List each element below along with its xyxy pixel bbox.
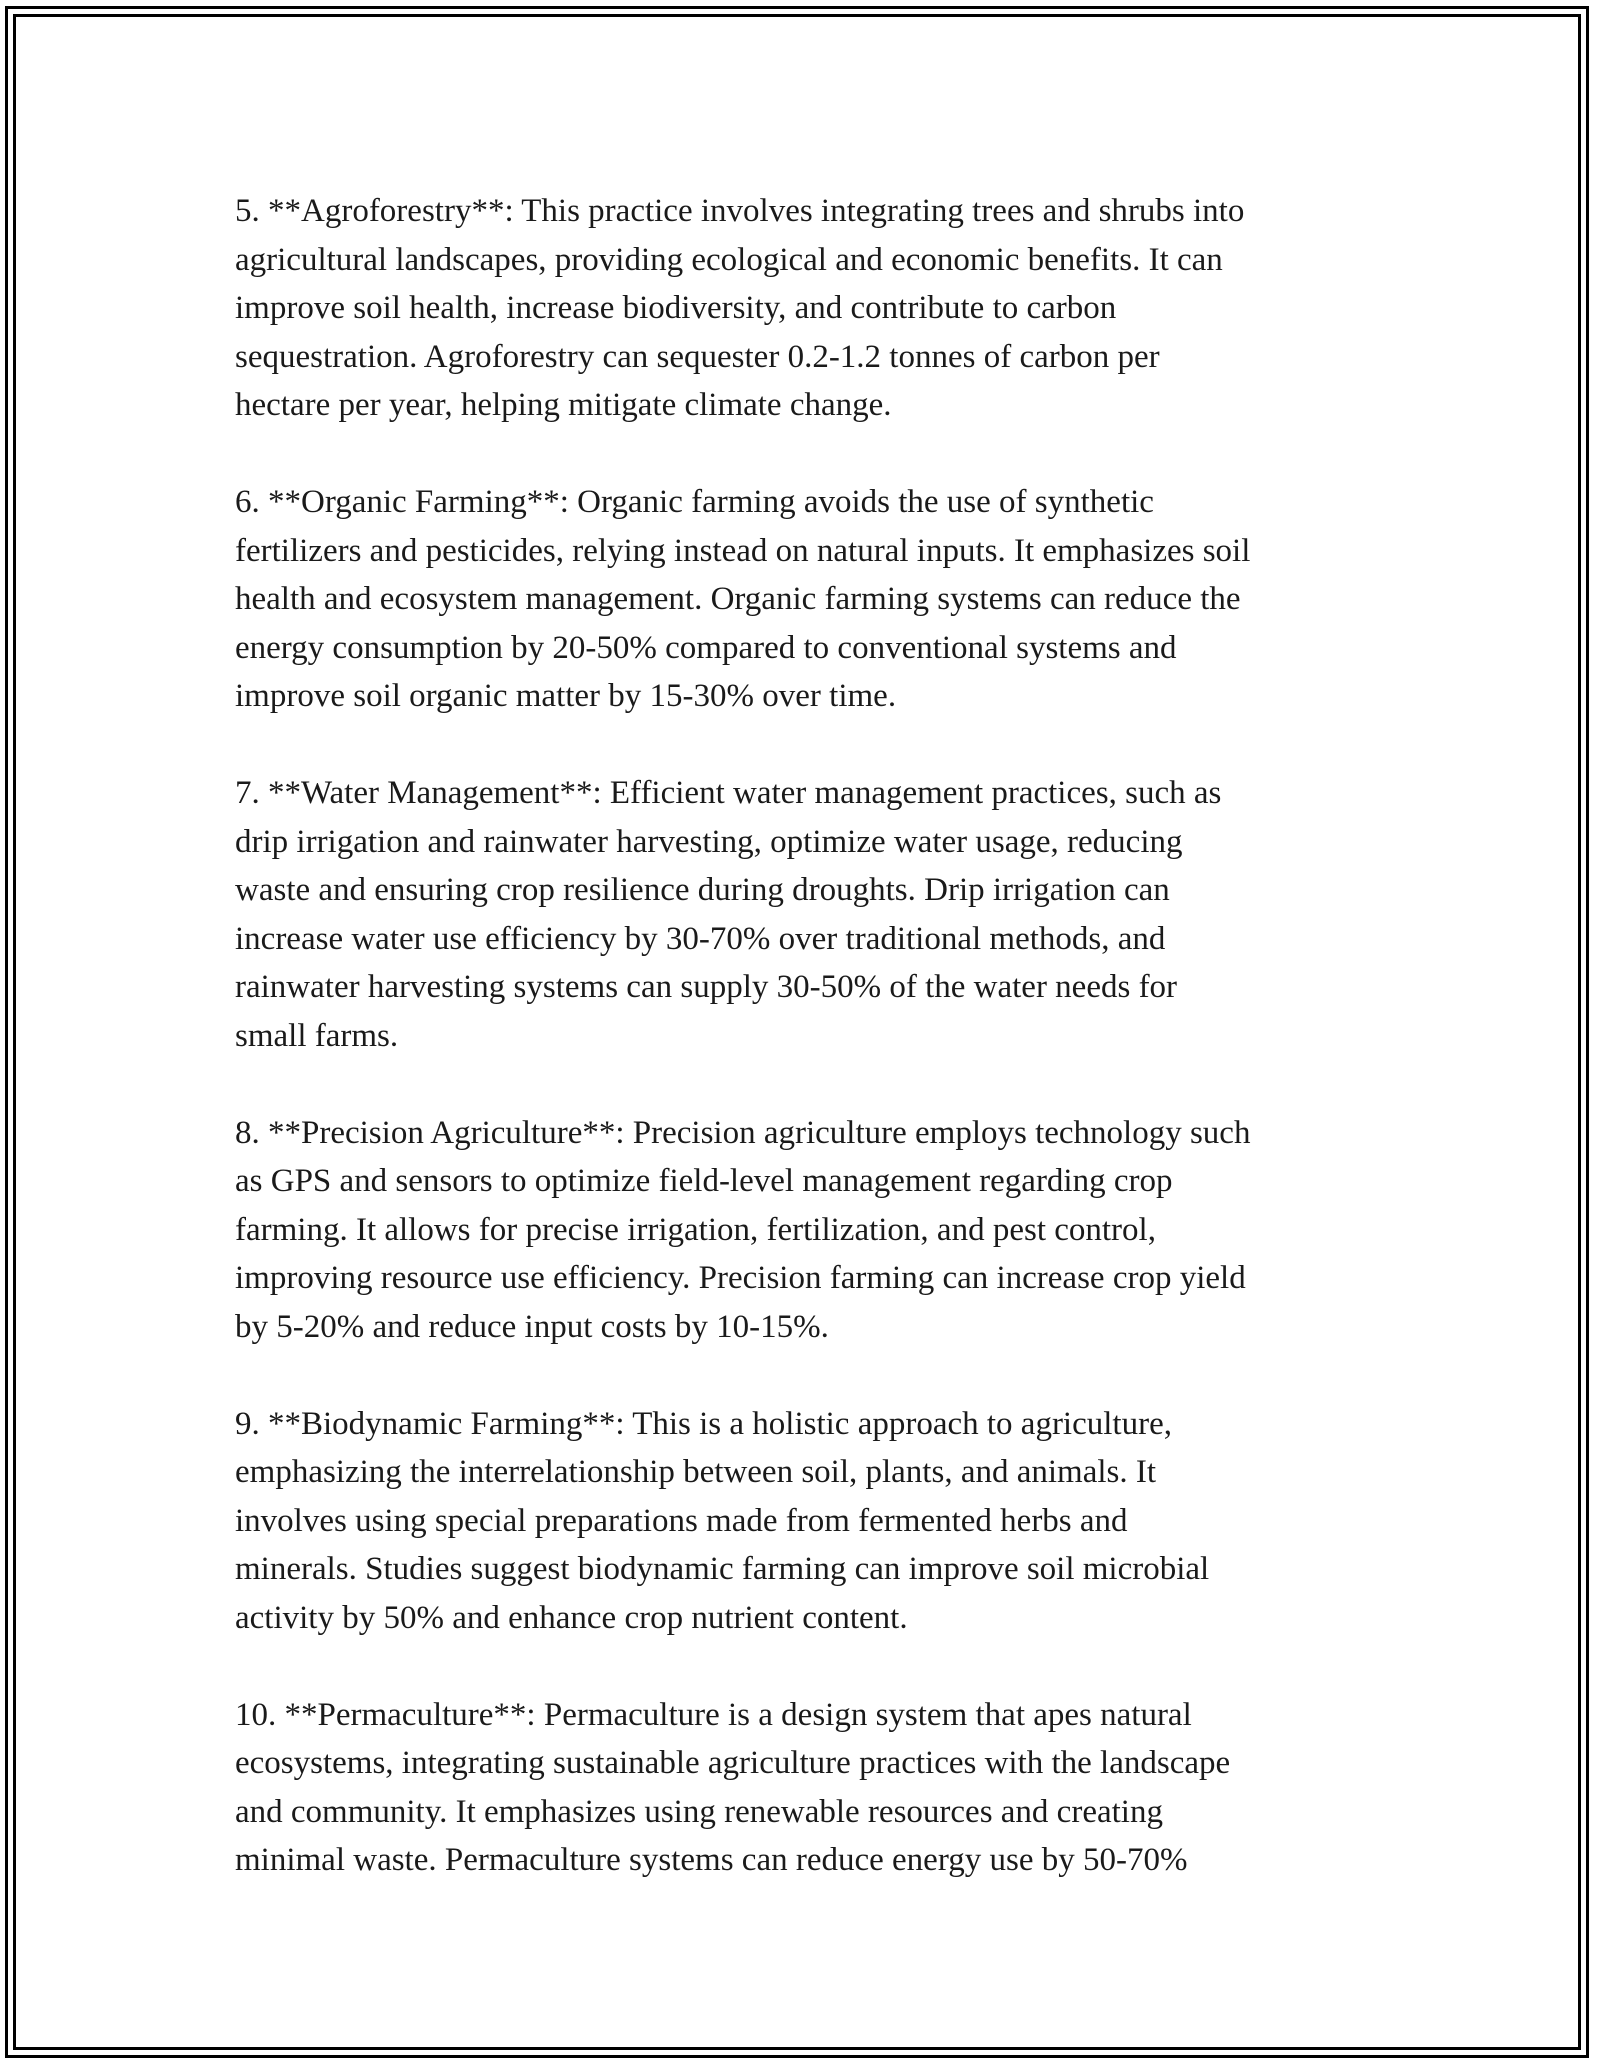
text-line: involves using special preparations made from fermented herbs and [235, 1502, 1128, 1539]
paragraph-organic-farming [235, 478, 1385, 721]
text-line: 8. **Precision Agriculture**: Precision agriculture employs technology such [235, 1114, 1251, 1151]
paragraph-biodynamic-farming [235, 1400, 1385, 1643]
text-line: activity by 50% and enhance crop nutrient content. [235, 1599, 908, 1636]
text-line: as GPS and sensors to optimize field-level management regarding crop [235, 1163, 1173, 1199]
text-line: agricultural landscapes, providing ecological and economic benefits. It can [235, 241, 1223, 278]
text-line: minimal waste. Permaculture systems can reduce energy use by 50-70% [235, 1842, 1188, 1878]
text-line: and community. It emphasizes using renewable resources and creating [235, 1793, 1163, 1830]
text-line: 6. **Organic Farming**: Organic farming avoids the use of synthetic [235, 484, 1154, 520]
text-line: rainwater harvesting systems can supply 30-50% of the water needs for [235, 969, 1178, 1005]
text-line: energy consumption by 20-50% compared to conventional systems and [235, 629, 1177, 666]
text-line: sequestration. Agroforestry can sequester 0.2-1.2 tonnes of carbon per [235, 338, 1160, 375]
paragraph-agroforestry [235, 187, 1385, 430]
text-line: increase water use efficiency by 30-70% over traditional methods, and [235, 920, 1166, 957]
text-line: 5. **Agroforestry**: This practice involves integrating trees and shrubs into [235, 193, 1245, 229]
text-line: 7. **Water Management**: Efficient water management practices, such as [235, 775, 1222, 811]
paragraph-permaculture [235, 1691, 1385, 1885]
text-line: health and ecosystem management. Organic farming systems can reduce the [235, 581, 1241, 617]
text-line: improving resource use efficiency. Precision farming can increase crop yield [235, 1260, 1246, 1296]
text-line: ecosystems, integrating sustainable agriculture practices with the landscape [235, 1745, 1231, 1781]
text-line: farming. It allows for precise irrigation, fertilization, and pest control, [235, 1211, 1156, 1248]
document-body [235, 187, 1385, 1933]
text-line: improve soil health, increase biodiversity, and contribute to carbon [235, 290, 1117, 326]
text-line: 10. **Permaculture**: Permaculture is a design system that apes natural [235, 1696, 1192, 1733]
text-line: waste and ensuring crop resilience during droughts. Drip irrigation can [235, 872, 1170, 908]
text-line: hectare per year, helping mitigate climate change. [235, 387, 892, 423]
text-line: drip irrigation and rainwater harvesting, optimize water usage, reducing [235, 823, 1183, 860]
text-line: 9. **Biodynamic Farming**: This is a holistic approach to agriculture, [235, 1405, 1172, 1442]
paragraph-precision-agriculture [235, 1109, 1385, 1352]
text-line: emphasizing the interrelationship between soil, plants, and animals. It [235, 1454, 1157, 1490]
text-line: by 5-20% and reduce input costs by 10-15%. [235, 1308, 829, 1345]
text-line: fertilizers and pesticides, relying instead on natural inputs. It emphasizes soil [235, 532, 1251, 569]
paragraph-water-management [235, 769, 1385, 1060]
text-line: improve soil organic matter by 15-30% over time. [235, 678, 897, 714]
text-line: small farms. [235, 1017, 399, 1054]
text-line: minerals. Studies suggest biodynamic farming can improve soil microbial [235, 1551, 1210, 1587]
